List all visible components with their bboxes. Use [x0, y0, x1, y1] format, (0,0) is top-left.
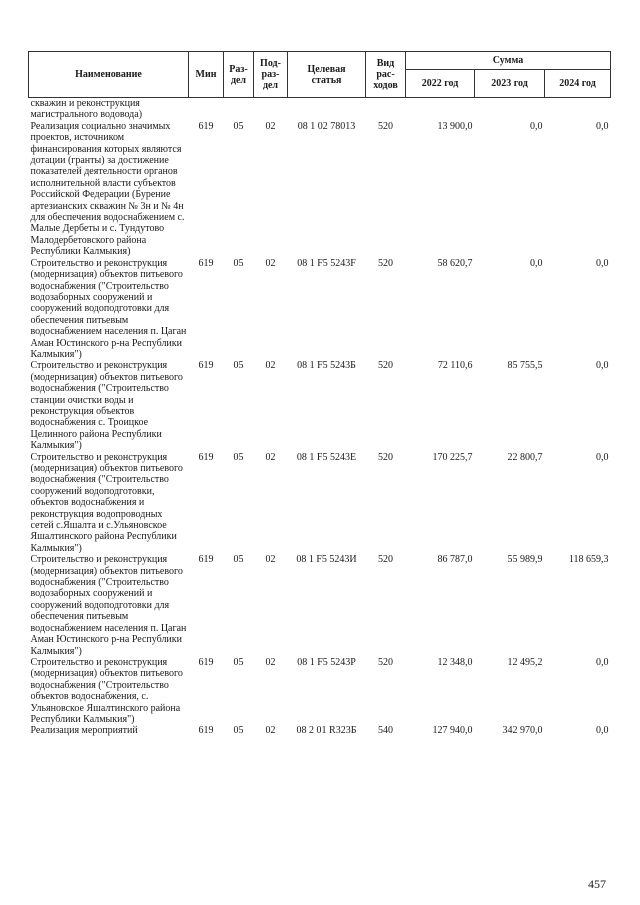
row-2023: 342 970,0 — [502, 725, 543, 737]
row-2022: 86 787,0 — [437, 554, 473, 566]
row-razdel: 05 — [233, 120, 244, 132]
table-row — [29, 657, 611, 725]
row-podrazdel: 02 — [265, 257, 276, 269]
row-vid: 520 — [378, 360, 393, 372]
row-podrazdel: 02 — [265, 360, 276, 372]
header-2024: 2024 год — [545, 70, 611, 98]
table-row — [29, 452, 611, 555]
row-min: 619 — [198, 656, 214, 668]
row-target: 08 2 01 R323Б — [296, 725, 357, 737]
row-vid: 540 — [378, 725, 393, 737]
row-target: 08 1 F5 5243F — [297, 257, 356, 269]
row-2023: 0,0 — [530, 120, 543, 132]
row-2024: 0,0 — [596, 656, 609, 668]
table-header — [29, 52, 611, 98]
row-2024: 0,0 — [596, 257, 609, 269]
row-target: 08 1 F5 5243Б — [297, 360, 356, 372]
row-podrazdel: 02 — [265, 120, 276, 132]
row-2023: 0,0 — [530, 257, 543, 269]
row-podrazdel: 02 — [265, 554, 276, 566]
row-razdel: 05 — [233, 656, 244, 668]
row-min: 619 — [198, 257, 214, 269]
row-name: Строительство и реконструкция (модернизация) объектов питьевого водоснабжения ("Строительство станции очистки воды и реконструкция объектов водоснабжения с. Троицкое Целинного района Республики Калмыкия") — [30, 360, 183, 452]
row-name: Реализация социально значимых проектов, источником финансирования которых являются дотации (гранты) за достижение показателей деятельности органов исполнительной власти субъектов Российской Федерации (Бурение артезианских скважин № 3н и № 4н для обеспечения водоснабжением с. Малые Дербеты и с. Тундутово Малодербетовского района Республики Калмыкия) — [30, 120, 185, 258]
row-min: 619 — [198, 120, 214, 132]
row-podrazdel — [254, 98, 288, 121]
row-target: 08 1 F5 5243Е — [296, 451, 357, 463]
budget-table — [28, 51, 611, 737]
row-name: Строительство и реконструкция (модернизация) объектов питьевого водоснабжения ("Строительство объектов водоснабжения, с. Ульяновское Яшалтинского района Республики Калмыкия") — [30, 656, 183, 725]
row-2023 — [475, 98, 545, 121]
row-2022: 127 940,0 — [432, 725, 473, 737]
row-razdel: 05 — [233, 360, 244, 372]
row-2024: 0,0 — [596, 120, 609, 132]
row-2023: 55 989,9 — [507, 554, 543, 566]
row-vid: 520 — [378, 451, 393, 463]
row-min: 619 — [198, 451, 214, 463]
document-page — [28, 51, 610, 741]
row-vid: 520 — [378, 656, 393, 668]
row-razdel: 05 — [233, 725, 244, 737]
row-vid: 520 — [378, 554, 393, 566]
row-2022: 72 110,6 — [437, 360, 473, 372]
row-2022 — [406, 98, 475, 121]
table-body — [29, 98, 611, 737]
row-podrazdel: 02 — [265, 725, 276, 737]
table-row — [29, 360, 611, 451]
row-2023: 85 755,5 — [507, 360, 543, 372]
page-number: 457 — [588, 877, 606, 891]
table-row — [29, 98, 611, 121]
row-name: Строительство и реконструкция (модернизация) объектов питьевого водоснабжения ("Строительство водозаборных сооружений и сооружений водоподготовки для обеспечения питьевым водоснабжением населения п. Цаган Аман Юстинского р-на Республики Калмыкия") — [30, 554, 187, 657]
row-2023: 22 800,7 — [507, 451, 543, 463]
row-target: 08 1 F5 5243И — [296, 554, 357, 566]
header-podrazdel: Под- раз- дел — [254, 52, 288, 98]
row-2022: 12 348,0 — [437, 656, 473, 668]
row-2022: 58 620,7 — [437, 257, 473, 269]
row-razdel: 05 — [233, 451, 244, 463]
row-name: Строительство и реконструкция (модернизация) объектов питьевого водоснабжения ("Строительство водозаборных сооружений и сооружений водоподготовки для обеспечения питьевым водоснабжением населения п. Цаган Аман Юстинского р-на Республики Калмыкия") — [30, 257, 187, 360]
table-row — [29, 258, 611, 361]
header-vid: Вид рас- ходов — [366, 52, 406, 98]
header-2023: 2023 год — [475, 70, 545, 98]
header-summa: Сумма — [406, 52, 611, 70]
row-vid: 520 — [378, 120, 393, 132]
header-2022: 2022 год — [406, 70, 475, 98]
row-podrazdel: 02 — [265, 656, 276, 668]
table-row — [29, 725, 611, 736]
header-min: Мин — [189, 52, 224, 98]
row-2024: 0,0 — [596, 360, 609, 372]
row-name: скважин и реконструкция магистрального водовода) — [30, 98, 143, 121]
row-min — [189, 98, 224, 121]
row-min: 619 — [198, 725, 214, 737]
row-2022: 170 225,7 — [432, 451, 473, 463]
row-2022: 13 900,0 — [437, 120, 473, 132]
row-2023: 12 495,2 — [507, 656, 543, 668]
row-vid: 520 — [378, 257, 393, 269]
row-2024 — [545, 98, 611, 121]
row-name: Реализация мероприятий — [30, 725, 138, 737]
header-name: Наименование — [29, 52, 189, 98]
row-razdel: 05 — [233, 554, 244, 566]
row-2024: 0,0 — [596, 451, 609, 463]
row-min: 619 — [198, 360, 214, 372]
row-vid — [366, 98, 406, 121]
header-razdel: Раз- дел — [224, 52, 254, 98]
table-row — [29, 554, 611, 657]
row-podrazdel: 02 — [265, 451, 276, 463]
row-target — [288, 98, 366, 121]
row-target: 08 1 F5 5243Р — [297, 656, 356, 668]
row-name: Строительство и реконструкция (модернизация) объектов питьевого водоснабжения ("Строительство сооружений водоподготовки, объектов водоснабжения и реконструкция водопроводных сетей с.Яшалта и с.Ульяновское Яшалтинского района Республики Калмыкия") — [30, 451, 183, 554]
table-row — [29, 121, 611, 258]
row-2024: 0,0 — [596, 725, 609, 737]
row-razdel — [224, 98, 254, 121]
header-target: Целевая статья — [288, 52, 366, 98]
row-min: 619 — [198, 554, 214, 566]
row-target: 08 1 02 78013 — [297, 120, 356, 132]
row-razdel: 05 — [233, 257, 244, 269]
row-2024: 118 659,3 — [568, 554, 609, 566]
